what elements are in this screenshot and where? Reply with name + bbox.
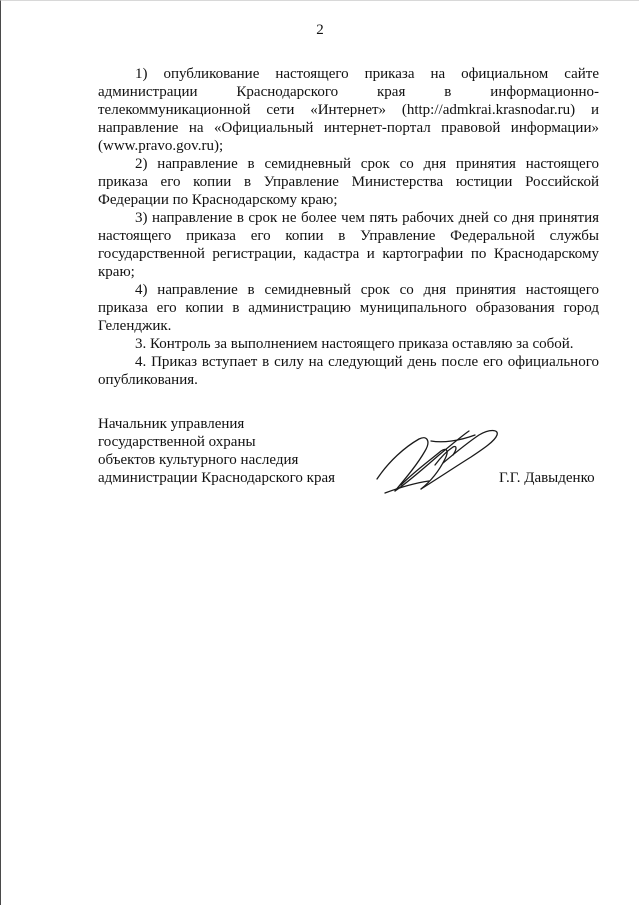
document-body (98, 65, 599, 389)
paragraph-ministry-justice: 2) направление в семидневный срок со дня принятия настоящего приказа его копии в Управление Министерства юстиции Российской Федерации по Краснодарскому краю; (98, 156, 599, 208)
paragraph-publication: 1) опубликование настоящего приказа на официальном сайте администрации Краснодарского края в информационно-телекоммуникационной сети «Интернет» (http://admkrai.krasnodar.ru) и направление на «Официальный интернет-портал правовой информации» (www.pravo.gov.ru); (98, 66, 599, 154)
signer-name: Г.Г. Давыденко (499, 470, 595, 486)
page-number: 2 (316, 22, 324, 38)
signatory-title-line: государственной охраны (98, 434, 256, 450)
handwritten-signature (371, 421, 511, 501)
paragraph-effective-date: 4. Приказ вступает в силу на следующий день после его официального опубликования. (98, 354, 599, 388)
paragraph-gelendzhik: 4) направление в семидневный срок со дня принятия настоящего приказа его копии в администрацию муниципального образования город Геленджик. (98, 282, 599, 334)
signatory-title-line: объектов культурного наследия (98, 452, 299, 468)
paragraph-control: 3. Контроль за выполнением настоящего приказа оставляю за собой. (135, 336, 574, 352)
paragraph-rosreestr: 3) направление в срок не более чем пять рабочих дней со дня принятия настоящего приказа его копии в Управление Федеральной службы государственной регистрации, кадастра и картографии по Краснодарскому краю; (98, 210, 599, 280)
signatory-title (98, 415, 358, 487)
signatory-title-line: Начальник управления (98, 416, 245, 432)
signatory-title-line: администрации Краснодарского края (98, 470, 336, 486)
